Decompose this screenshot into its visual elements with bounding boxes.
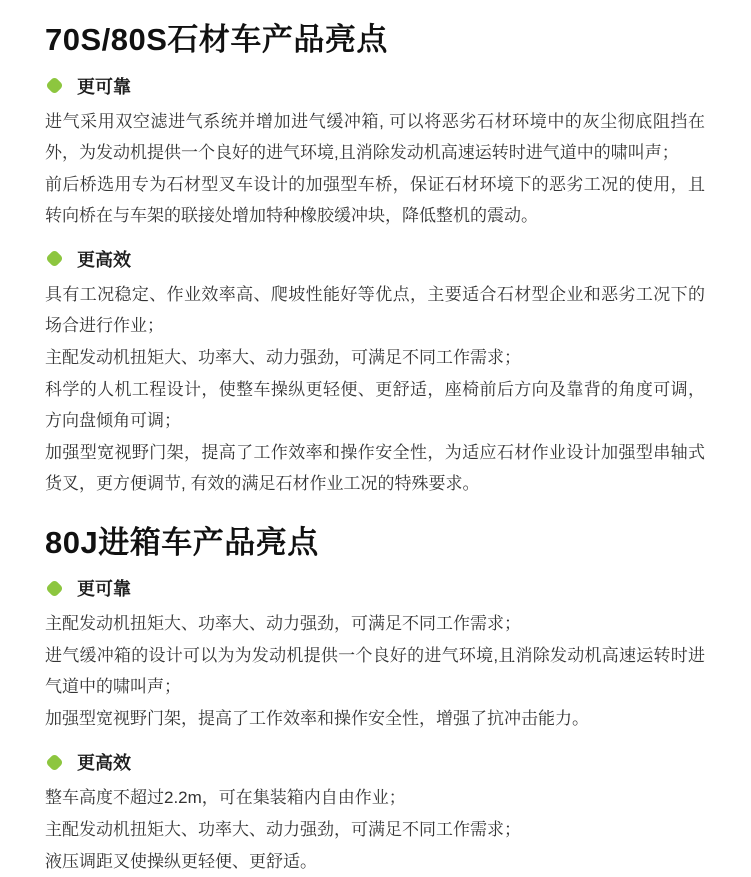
feature-paragraph: 主配发动机扭矩大、功率大、动力强劲，可满足不同工作需求； [45, 347, 521, 367]
feature-group-reliable [45, 575, 705, 734]
feature-paragraph: 加强型宽视野门架，提高了工作效率和操作安全性，为适应石材作业设计加强型串轴式货叉，更方便调节, 有效的满足石材作业工况的特殊要求。 [45, 442, 705, 493]
feature-heading-label: 更高效 [77, 753, 131, 774]
feature-heading [45, 246, 705, 272]
diamond-bullet-icon [45, 76, 63, 94]
feature-paragraph: 进气采用双空滤进气系统并增加进气缓冲箱, 可以将恶劣石材环境中的灰尘彻底阻挡在外，为发动机提供一个良好的进气环境,且消除发动机高速运转时进气道中的啸叫声； [45, 111, 705, 162]
page-title: 70S/80S石材车产品亮点 [45, 22, 388, 57]
feature-paragraph: 科学的人机工程设计，使整车操纵更轻便、更舒适，座椅前后方向及靠背的角度可调，方向盘倾角可调； [45, 379, 705, 430]
feature-heading-label: 更可靠 [77, 579, 131, 600]
feature-heading [45, 575, 705, 601]
feature-group-efficient [45, 749, 705, 877]
feature-paragraph: 整车高度不超过2.2m，可在集装箱内自由作业； [45, 788, 406, 808]
feature-paragraph: 进气缓冲箱的设计可以为为发动机提供一个良好的进气环境,且消除发动机高速运转时进气道中的啸叫声； [45, 646, 705, 697]
page-title: 80J进箱车产品亮点 [45, 524, 319, 560]
feature-paragraph: 前后桥选用专为石材型叉车设计的加强型车桥，保证石材环境下的恶劣工况的使用，且转向桥在与车架的联接处增加特种橡胶缓冲块，降低整机的震动。 [45, 174, 705, 225]
feature-group-efficient [45, 246, 705, 499]
diamond-bullet-icon [45, 753, 63, 771]
feature-paragraph: 具有工况稳定、作业效率高、爬坡性能好等优点，主要适合石材型企业和恶劣工况下的场合进行作业； [45, 284, 705, 335]
feature-heading [45, 749, 705, 775]
diamond-bullet-icon [45, 249, 63, 267]
feature-heading-label: 更可靠 [77, 76, 131, 97]
feature-group-reliable [45, 73, 705, 231]
section-80j-container-truck [45, 525, 705, 877]
feature-paragraph: 液压调距叉使操纵更轻便、更舒适。 [45, 852, 317, 872]
feature-heading-label: 更高效 [77, 249, 131, 270]
feature-paragraph: 主配发动机扭矩大、功率大、动力强劲，可满足不同工作需求； [45, 820, 521, 840]
feature-paragraph: 加强型宽视野门架，提高了工作效率和操作安全性，增强了抗冲击能力。 [45, 709, 589, 729]
section-70s-80s-stone-truck [45, 22, 705, 499]
feature-paragraph: 主配发动机扭矩大、功率大、动力强劲，可满足不同工作需求； [45, 614, 521, 634]
feature-heading [45, 73, 705, 99]
diamond-bullet-icon [45, 579, 63, 597]
